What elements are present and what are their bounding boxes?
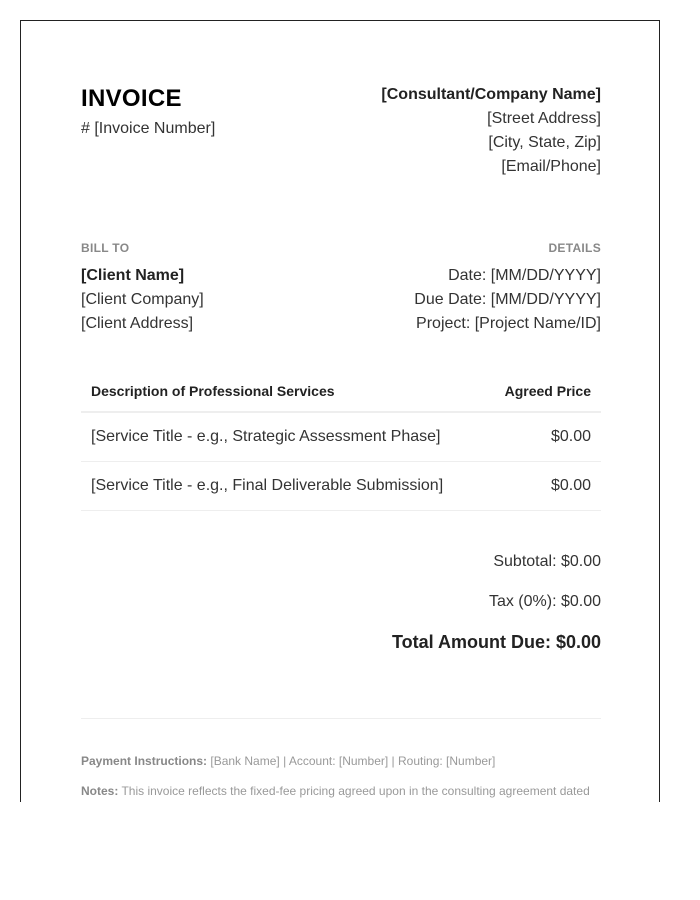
service-price: $0.00: [550, 428, 591, 445]
table-row: [81, 413, 601, 462]
service-price: $0.00: [550, 477, 591, 494]
invoice-page: [20, 20, 660, 802]
subtotal: Subtotal: $0.00: [493, 553, 601, 570]
details-section: [414, 240, 601, 336]
due-date: Due Date: [MM/DD/YYYY]: [414, 291, 601, 308]
service-description: [Service Title - e.g., Final Deliverable Submission]: [91, 477, 444, 494]
company-street: [Street Address]: [487, 110, 601, 127]
payment-label: Payment Instructions:: [81, 754, 208, 768]
header-description: Description of Professional Services: [91, 383, 335, 399]
notes-text: This invoice reflects the fixed-fee pricing agreed upon in the consulting agreement dated: [118, 784, 590, 798]
bill-to-label: BILL TO: [81, 241, 130, 255]
footer-divider: [81, 718, 601, 719]
payment-text: [Bank Name] | Account: [Number] | Routing: [Number]: [207, 754, 496, 768]
invoice-number: # [Invoice Number]: [81, 120, 216, 137]
company-city: [City, State, Zip]: [488, 134, 601, 151]
company-contact: [Email/Phone]: [501, 158, 601, 175]
bill-to-section: [81, 240, 204, 336]
total-amount-due: Total Amount Due: $0.00: [391, 632, 601, 652]
tax-line: Tax (0%): $0.00: [488, 593, 601, 610]
service-description: [Service Title - e.g., Strategic Assessment Phase]: [91, 428, 441, 445]
payment-instructions: [81, 754, 495, 768]
client-company: [Client Company]: [81, 291, 204, 308]
invoice-notes: [81, 784, 590, 798]
client-name: [Client Name]: [81, 267, 185, 284]
notes-label: Notes:: [81, 784, 119, 798]
client-address: [Client Address]: [81, 315, 194, 332]
header-price: Agreed Price: [504, 383, 591, 399]
details-label: DETAILS: [548, 241, 601, 255]
table-header: [81, 371, 601, 413]
company-info: [381, 83, 601, 179]
services-table: [81, 371, 601, 511]
invoice-title: INVOICE: [81, 85, 182, 112]
table-row: [81, 462, 601, 511]
project-id: Project: [Project Name/ID]: [416, 315, 601, 332]
totals-section: [392, 549, 601, 655]
company-name: [Consultant/Company Name]: [381, 86, 601, 103]
invoice-date: Date: [MM/DD/YYYY]: [448, 267, 601, 284]
